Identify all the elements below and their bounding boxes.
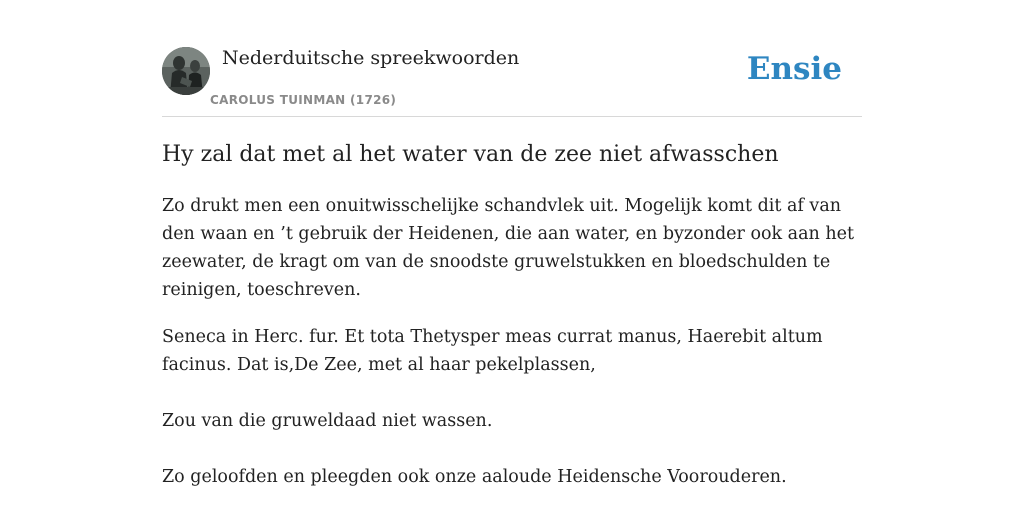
- paragraph: Zo drukt men een onuitwisschelijke schandvlek uit. Mogelijk komt dit af van den waan en ’t gebruik der Heidenen, die aan water, en byzonder ook aan het zeewater, de kragt om van de snoodste gruwelstukken en bloedschulden te reinigen, toeschreven.: [162, 196, 855, 300]
- entry-title: Hy zal dat met al het water van de zee niet afwasschen: [162, 142, 779, 167]
- author-label[interactable]: CAROLUS TUINMAN (1726): [210, 93, 397, 107]
- book-title[interactable]: Nederduitsche spreekwoorden: [222, 47, 520, 69]
- article-container: [162, 0, 862, 487]
- header: [162, 0, 862, 117]
- paragraph: Zou van die gruweldaad niet wassen.: [162, 411, 493, 431]
- ensie-logo[interactable]: Ensie: [746, 51, 842, 87]
- paragraph: Seneca in Herc. fur. Et tota Thetysper meas currat manus, Haerebit altum facinus. Dat is,De Zee, met al haar pekelplassen,: [162, 327, 823, 375]
- paragraph: Zo geloofden en pleegden ook onze aaloude Heidensche Voorouderen.: [162, 467, 787, 487]
- statue-portrait-icon[interactable]: [162, 47, 210, 95]
- entry-body: [162, 192, 862, 491]
